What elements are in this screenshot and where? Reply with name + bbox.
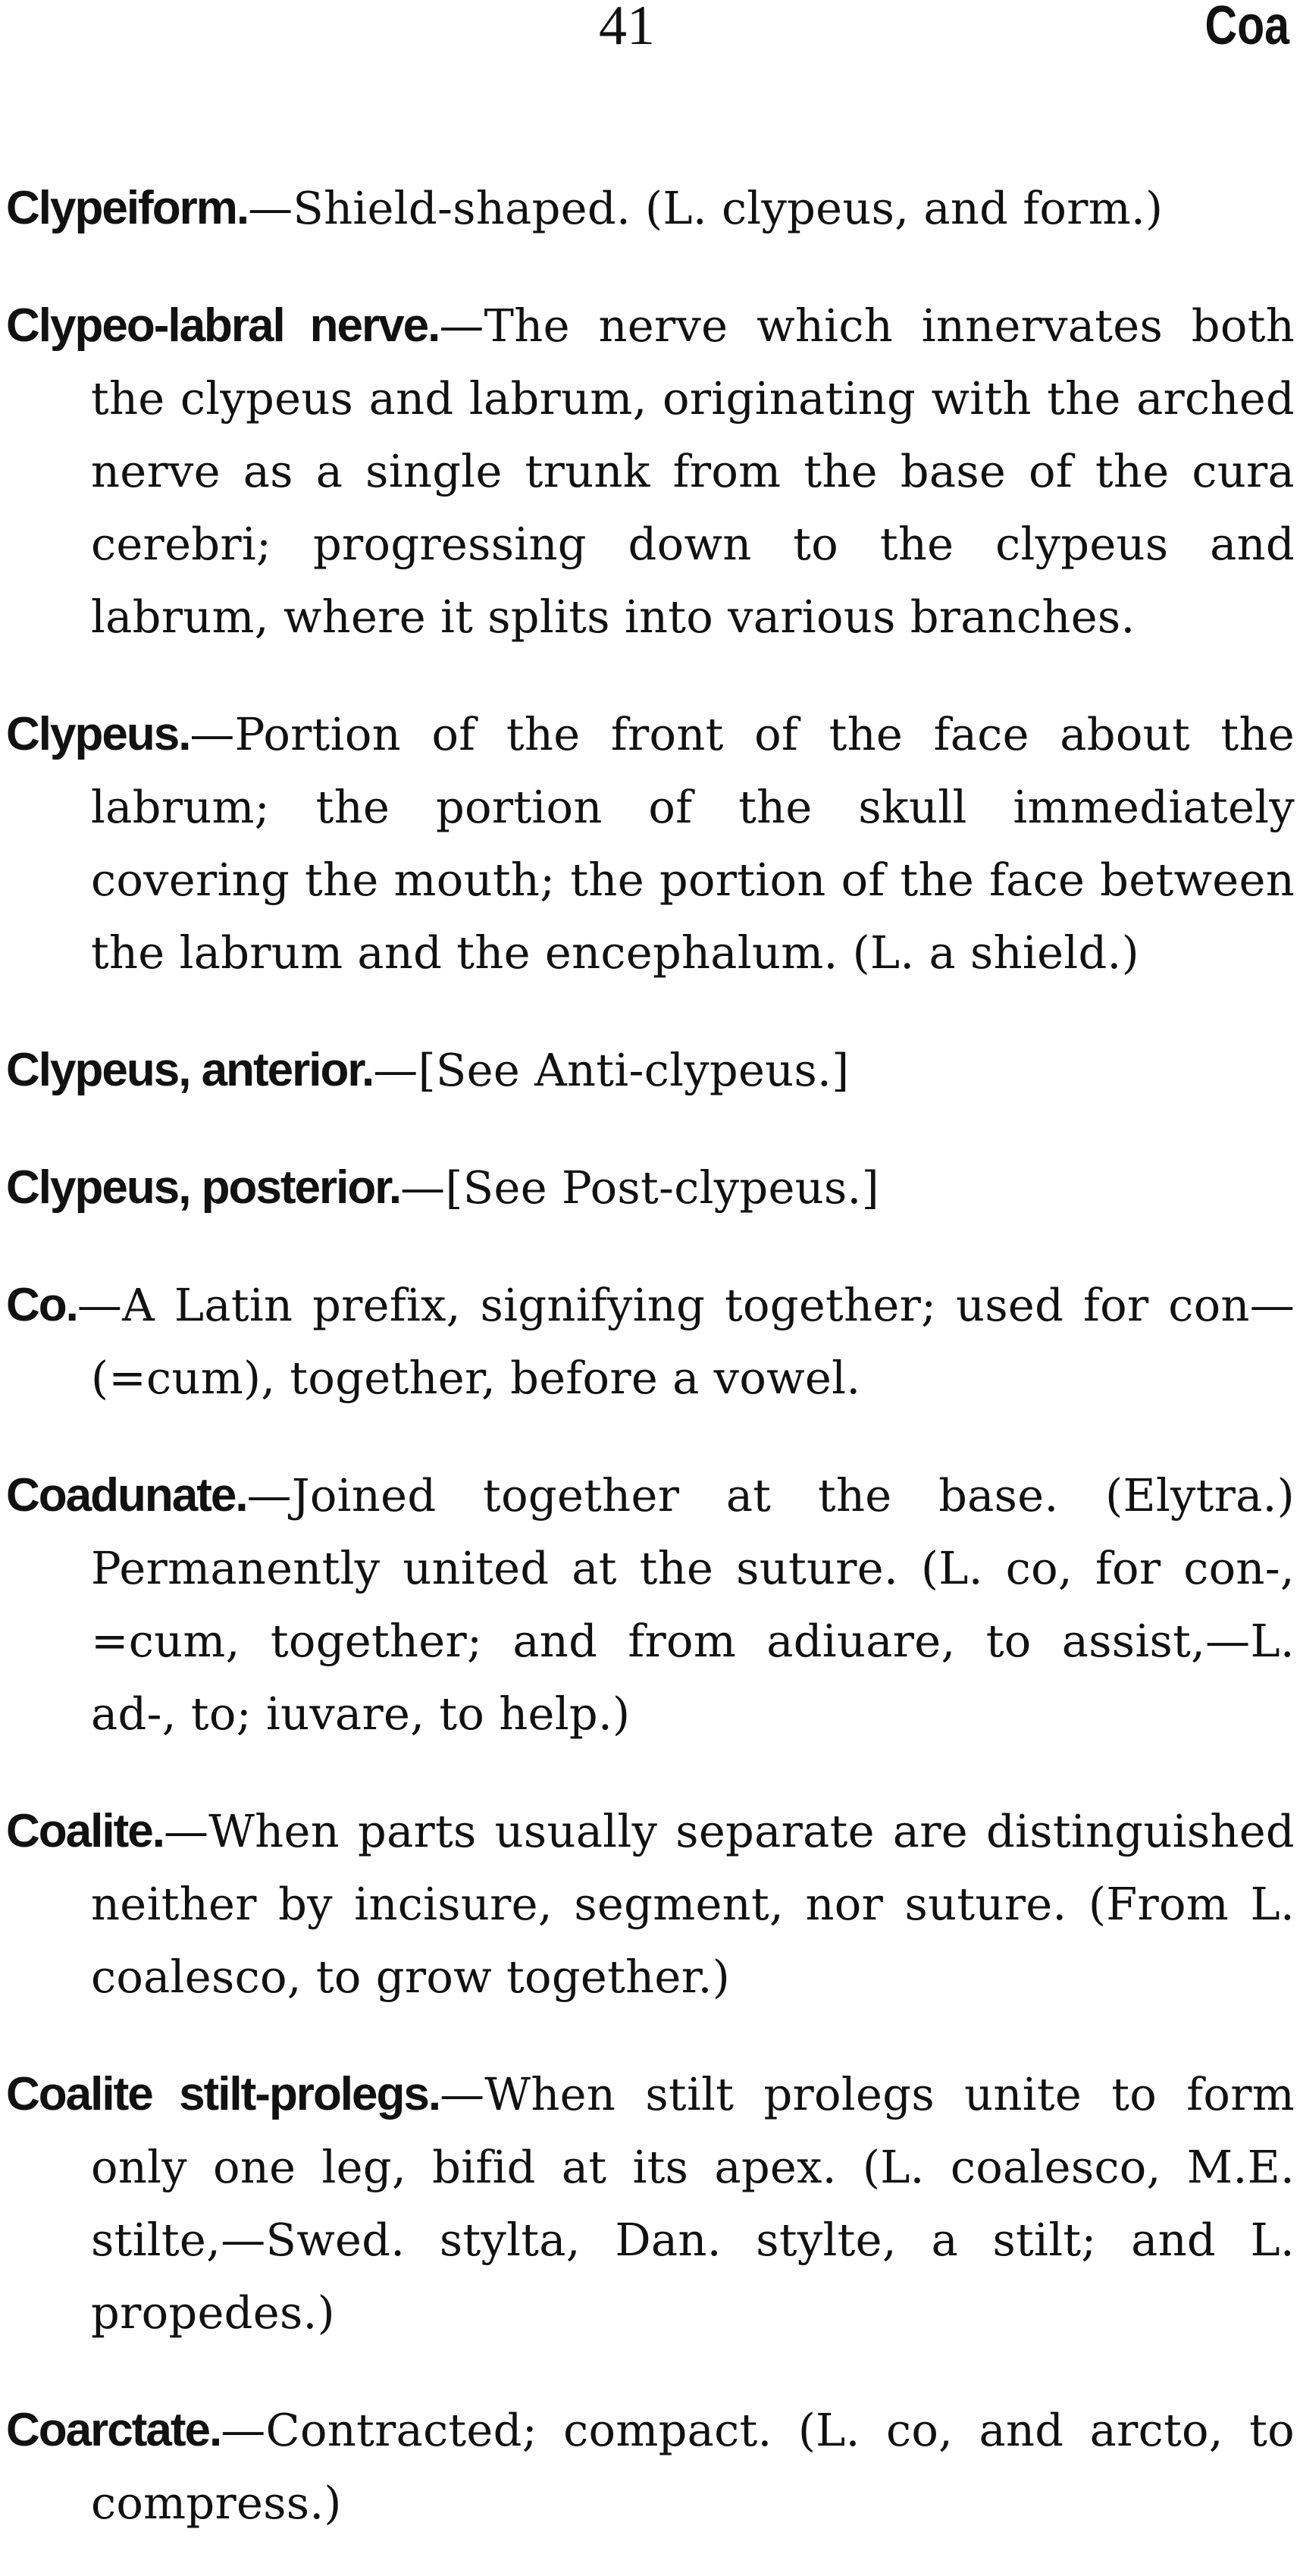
glossary-entries (6, 127, 1295, 2576)
entry-definition: —The nerve which innervates both the clypeus and labrum, originating with the arched nerve as a single trunk from the base of the cura cerebri; progressing down to the clypeus and labrum, where it splits into various branches. (91, 299, 1295, 643)
entry-definition: —[See Anti-clypeus.] (373, 1044, 850, 1096)
entry-headword: Coalite. (6, 1805, 164, 1857)
entry-definition: —A Latin prefix, signifying together; used for con—(=cum), together, before a vowel. (77, 1279, 1295, 1404)
entry-headword: Clypeo-labral nerve. (6, 299, 440, 352)
entry-headword: Clypeus, anterior. (6, 1044, 374, 1096)
glossary-entry (6, 290, 1295, 653)
glossary-entry (6, 698, 1295, 989)
entry-definition: —Shield-shaped. (L. clypeus, and form.) (248, 182, 1164, 234)
entry-definition: —When stilt prolegs unite to form only one leg, bifid at its apex. (L. coalesco, M.E. stilte,—Swed. stylta, Dan. stylte, a stilt; and L. propedes.) (91, 2068, 1295, 2339)
glossary-entry (6, 172, 1295, 245)
entry-definition: —Joined together at the base. (Elytra.) Permanently united at the suture. (L. co, for con-, =cum, together; and from adiuare, to assist,—L. ad-, to; iuvare, to help.) (91, 1469, 1295, 1740)
glossary-entry (6, 1152, 1295, 1224)
running-head: Coa (1204, 0, 1289, 56)
entry-headword: Clypeus, posterior. (6, 1161, 401, 1214)
entry-headword: Clypeus. (6, 708, 190, 760)
entry-headword: Coadunate. (6, 1469, 247, 1521)
page-header (0, 0, 1300, 61)
glossary-entry (6, 2394, 1295, 2540)
glossary-entry (6, 1034, 1295, 1107)
glossary-entry (6, 1269, 1295, 1415)
entry-definition: —[See Post-clypeus.] (400, 1161, 879, 1214)
entry-headword: Co. (6, 1279, 77, 1331)
entry-headword: Clypeiform. (6, 182, 249, 234)
glossary-entry (6, 1795, 1295, 2013)
entry-headword: Coarctate. (6, 2404, 221, 2456)
entry-definition: —Contracted; compact. (L. co, and arcto, to compress.) (91, 2404, 1295, 2529)
entry-definition: —Portion of the front of the face about the labrum; the portion of the skull immediately covering the mouth; the portion of the face between the labrum and the encephalum. (L. a shield.) (91, 708, 1295, 979)
glossary-entry (6, 1459, 1295, 1750)
page-number: 41 (599, 0, 655, 57)
entry-headword: Coalite stilt-prolegs. (6, 2068, 440, 2120)
entry-definition: —When parts usually separate are distinguished neither by incisure, segment, nor suture. (From L. coalesco, to grow together.) (91, 1805, 1295, 2003)
glossary-entry (6, 2058, 1295, 2349)
